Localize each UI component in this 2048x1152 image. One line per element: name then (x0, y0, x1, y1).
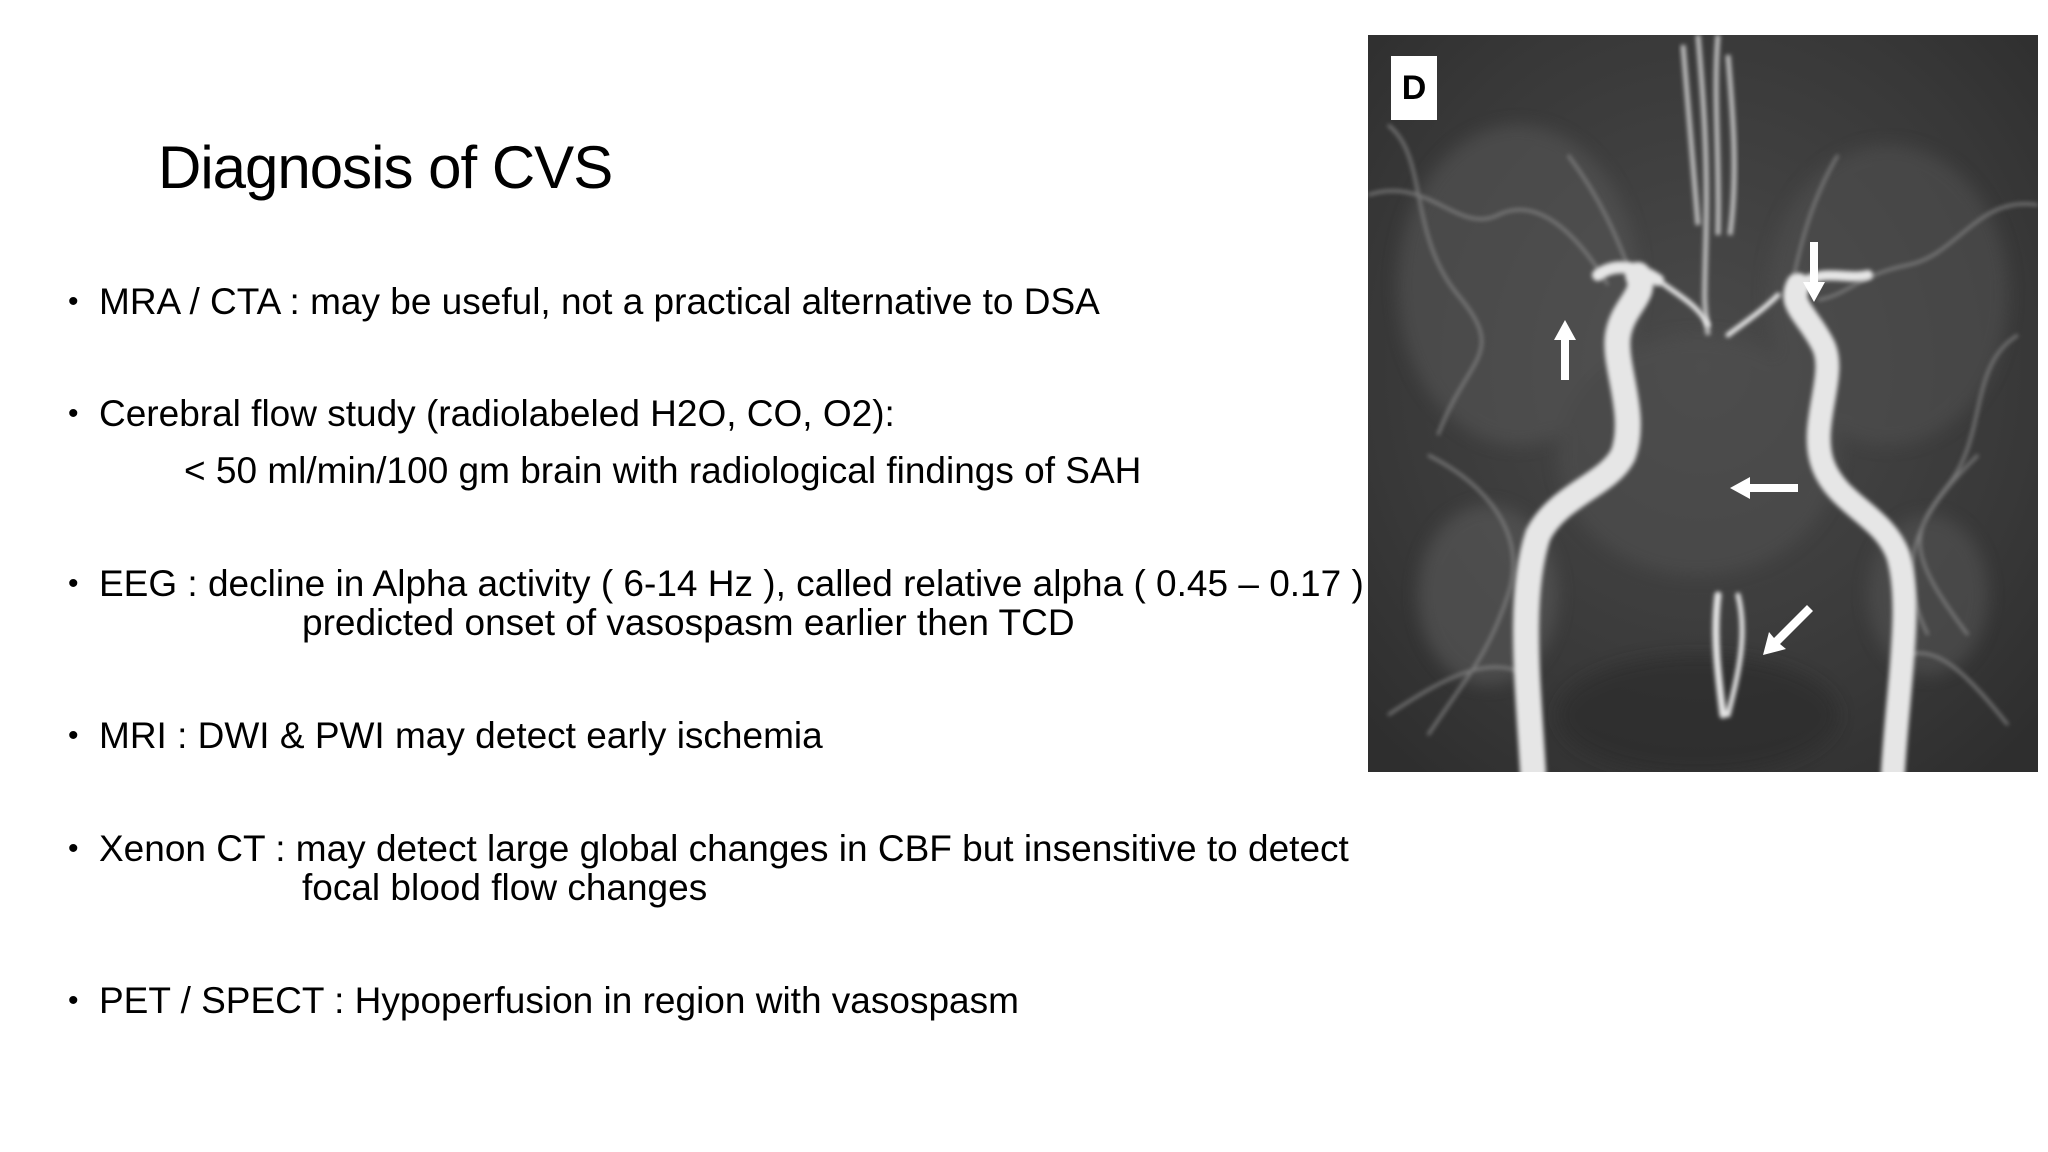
bullet-continuation: focal blood flow changes (302, 867, 708, 908)
bullet-dot: • (68, 397, 79, 430)
bullet-dot: • (68, 285, 79, 318)
angiogram-illustration (1368, 35, 2038, 772)
bullet-dot: • (68, 832, 79, 865)
bullet-dot: • (68, 719, 79, 752)
bullet-text: Cerebral flow study (radiolabeled H2O, CO, O2): (99, 393, 895, 434)
bullet-text: Xenon CT : may detect large global changes in CBF but insensitive to detect (99, 828, 1349, 869)
bullet-text: PET / SPECT : Hypoperfusion in region with vasospasm (99, 980, 1019, 1021)
angiogram-image (1368, 35, 2038, 772)
slide-title: Diagnosis of CVS (158, 134, 613, 201)
bullet-dot: • (68, 984, 79, 1017)
bullet-continuation: predicted onset of vasospasm earlier then TCD (302, 602, 1075, 643)
bullet-text: MRA / CTA : may be useful, not a practical alternative to DSA (99, 281, 1100, 322)
figure-label: D (1391, 56, 1437, 120)
bullet-text: MRI : DWI & PWI may detect early ischemia (99, 715, 823, 756)
bullet-continuation: < 50 ml/min/100 gm brain with radiological findings of SAH (184, 450, 1142, 491)
bullet-text: EEG : decline in Alpha activity ( 6-14 Hz ), called relative alpha ( 0.45 – 0.17 ) (99, 563, 1364, 604)
bullet-dot: • (68, 567, 79, 600)
